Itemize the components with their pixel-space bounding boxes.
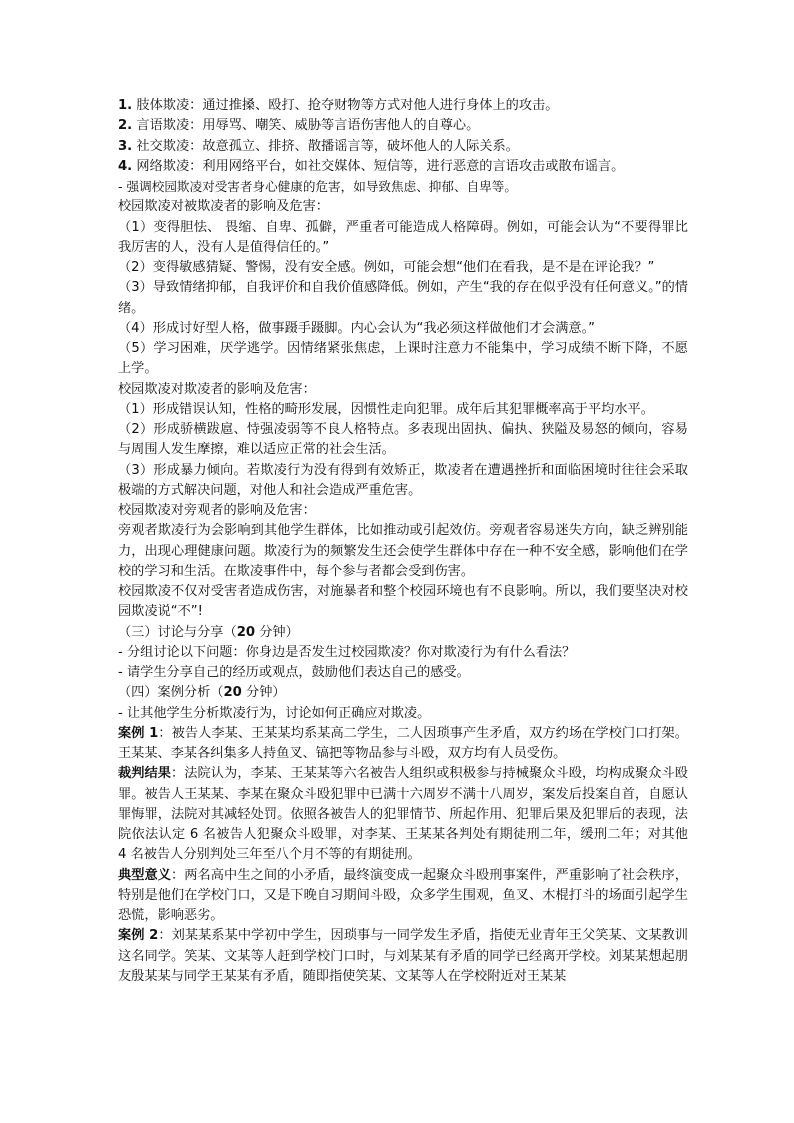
- section-3-item-2: - 请学生分享自己的经历或观点，鼓励他们表达自己的感受。: [118, 665, 470, 680]
- case-2: 案例 2：刘某某系某中学初中学生，因琐事与一同学发生矛盾，指使无业青年王父笑某、文某教训这名同学。笑某、文某等人赶到学校门口时，与刘某某有矛盾的同学已经离开学校。刘某某想起朋友殷某某与同学王某某有矛盾，随即指使笑某、文某等人在学校附近对王某某: [118, 928, 688, 984]
- victim-point-2: （2）变得敏感猜疑、警惕，没有安全感。例如，可能会想“他们在看我，是不是在评论我？”: [118, 260, 655, 275]
- victim-heading: 校园欺凌对被欺凌者的影响及危害：: [118, 199, 329, 215]
- bully-point-2: （2）形成骄横跋扈、恃强凌弱等不良人格特点。多表现出固执、偏执、狭隘及易怒的倾向，容易与周围人发生摩擦，难以适应正常的社会生活。: [118, 422, 688, 458]
- bystander-text: 旁观者欺凌行为会影响到其他学生群体，比如推动或引起效仿。旁观者容易迷失方向，缺乏辨别能力，出现心理健康问题。欺凌行为的频繁发生还会使学生群体中存在一种不安全感，影响他们在学校的学习和生活。在欺凌事件中，每个参与者都会受到伤害。: [118, 523, 688, 579]
- conclusion: 校园欺凌不仅对受害者造成伤害，对施暴者和整个校园环境也有不良影响。所以，我们要坚决对校园欺凌说“不”!: [118, 584, 688, 620]
- bully-heading: 校园欺凌对欺凌者的影响及危害：: [118, 381, 316, 397]
- list-item-cyber: 4. 网络欺凌：利用网络平台，如社交媒体、短信等，进行恶意的言语攻击或散布谣言。: [118, 158, 625, 174]
- case-1-label: 案例 1: [118, 725, 159, 741]
- victim-point-5: （5）学习困难，厌学逃学。因情绪紧张焦虑，上课时注意力不能集中，学习成绩不断下降，不愿上学。: [118, 341, 688, 377]
- meaning-label: 典型意义: [118, 867, 172, 883]
- section-4-title: （四）案例分析（20 分钟）: [118, 685, 286, 701]
- victim-point-3: （3）导致情绪抑郁，自我评价和自我价值感降低。例如，产生“我的存在似乎没有任何意义。”的情绪。: [118, 280, 688, 316]
- victim-point-4: （4）形成讨好型人格，做事蹑手蹑脚。内心会认为“我必须这样做他们才会满意。”: [118, 320, 596, 336]
- section-4-item: - 让其他学生分析欺凌行为，讨论如何正确应对欺凌。: [118, 705, 431, 721]
- emphasis-line: - 强调校园欺凌对受害者身心健康的危害，如导致焦虑、抑郁、自卑等。: [118, 179, 517, 194]
- bully-point-3: （3）形成暴力倾向。若欺凌行为没有得到有效矫正，欺凌者在遭遇挫折和面临困境时往往会采取极端的方式解决问题，对他人和社会造成严重危害。: [118, 462, 688, 498]
- case-1-meaning: 典型意义：两名高中生之间的小矛盾，最终演变成一起聚众斗殴刑事案件，严重影响了社会秩序，特别是他们在学校门口，又是下晚自习期间斗殴，众多学生围观，鱼叉、木棍打斗的场面引起学生恐慌，影响恶劣。: [118, 867, 688, 923]
- list-item-social: 3. 社交欺凌：故意孤立、排挤、散播谣言等，破坏他人的人际关系。: [118, 138, 519, 154]
- document-body: [118, 96, 688, 987]
- bystander-heading: 校园欺凌对旁观者的影响及危害：: [118, 503, 316, 518]
- section-3-item-1: - 分组讨论以下问题：你身边是否发生过校园欺凌？你对欺凌行为有什么看法？: [118, 644, 576, 660]
- case-1: 案例 1：被告人李某、王某某均系某高二学生，二人因琐事产生矛盾，双方约场在学校门口打架。王某某、李某各纠集多人持鱼叉、镐把等物品参与斗殴，双方均有人员受伤。: [118, 725, 688, 761]
- case-2-label: 案例 2: [118, 928, 159, 944]
- section-3-title: （三）讨论与分享（20 分钟）: [118, 624, 299, 640]
- verdict-label: 裁判结果: [118, 766, 172, 782]
- victim-point-1: （1）变得胆怯、 畏缩、自卑、孤僻，严重者可能造成人格障碍。例如，可能会认为“不要得罪比我厉害的人，没有人是值得信任的。”: [118, 219, 688, 255]
- list-item-verbal: 2. 言语欺凌：用辱骂、嘲笑、威胁等言语伤害他人的自尊心。: [118, 118, 480, 134]
- case-1-verdict: 裁判结果：法院认为，李某、王某某等六名被告人组织或积极参与持械聚众斗殴，均构成聚众斗殴罪。被告人王某某、李某在聚众斗殴犯罪中已满十六周岁不满十八周岁，案发后投案自首，自愿认罪悔罪，法院对其减轻处罚。依照各被告人的犯罪情节、所起作用、犯罪后果及犯罪后的表现，法院依法认定 6 名被告人犯聚众斗殴罪，对李某、王某某各判处有期徒刑二年，缓刑二年；对其他 4 名被告人分别判处三年至八个月不等的有期徒刑。: [118, 766, 688, 863]
- list-item-physical: 1. 肢体欺凌：通过推搡、殴打、抢夺财物等方式对他人进行身体上的攻击。: [118, 98, 559, 113]
- bully-point-1: （1）形成错误认知，性格的畸形发展，因惯性走向犯罪。成年后其犯罪概率高于平均水平。: [118, 401, 654, 417]
